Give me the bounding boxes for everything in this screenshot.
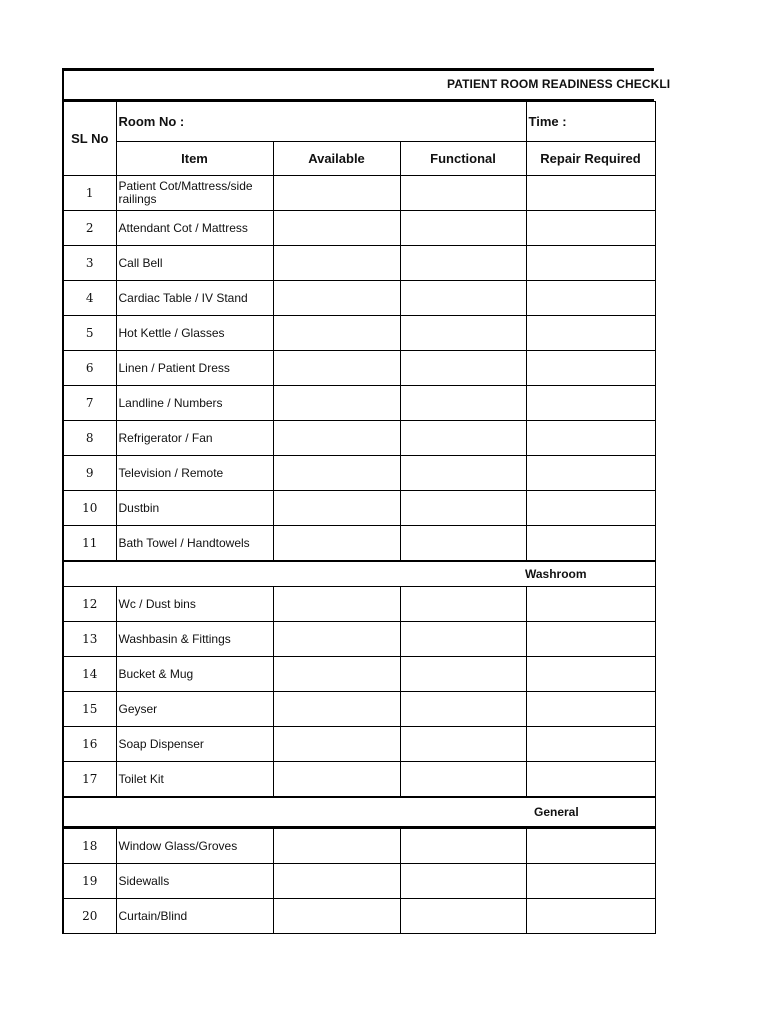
repair-required-cell[interactable] — [526, 281, 655, 316]
available-cell[interactable] — [273, 211, 400, 246]
table-row — [63, 727, 655, 762]
sl-no-header: SL No — [63, 102, 116, 176]
functional-cell[interactable] — [400, 316, 526, 351]
table-row — [63, 386, 655, 421]
row-number: 1 — [63, 176, 116, 211]
repair-required-cell[interactable] — [526, 727, 655, 762]
item-name: Window Glass/Groves — [116, 828, 273, 864]
available-cell[interactable] — [273, 526, 400, 562]
row-number: 13 — [63, 622, 116, 657]
section-label-general: General — [534, 805, 579, 819]
item-name: Geyser — [116, 692, 273, 727]
row-number: 15 — [63, 692, 116, 727]
functional-cell[interactable] — [400, 657, 526, 692]
item-name: Refrigerator / Fan — [116, 421, 273, 456]
section-label-washroom: Washroom — [525, 567, 587, 581]
functional-cell[interactable] — [400, 421, 526, 456]
functional-cell[interactable] — [400, 622, 526, 657]
functional-cell[interactable] — [400, 176, 526, 211]
section-row-general — [63, 797, 655, 828]
row-number: 10 — [63, 491, 116, 526]
available-cell[interactable] — [273, 587, 400, 622]
functional-cell[interactable] — [400, 246, 526, 281]
available-cell[interactable] — [273, 456, 400, 491]
repair-required-cell[interactable] — [526, 386, 655, 421]
repair-required-cell[interactable] — [526, 692, 655, 727]
functional-cell[interactable] — [400, 828, 526, 864]
page-title: PATIENT ROOM READINESS CHECKLI — [447, 77, 671, 91]
table-row — [63, 526, 655, 562]
repair-required-cell[interactable] — [526, 828, 655, 864]
item-name: Landline / Numbers — [116, 386, 273, 421]
repair-required-cell[interactable] — [526, 176, 655, 211]
functional-cell[interactable] — [400, 762, 526, 798]
row-number: 5 — [63, 316, 116, 351]
available-cell[interactable] — [273, 421, 400, 456]
row-number: 4 — [63, 281, 116, 316]
repair-required-cell[interactable] — [526, 657, 655, 692]
row-number: 2 — [63, 211, 116, 246]
repair-required-cell[interactable] — [526, 587, 655, 622]
item-name: Toilet Kit — [116, 762, 273, 798]
functional-cell[interactable] — [400, 211, 526, 246]
repair-required-cell[interactable] — [526, 316, 655, 351]
table-row — [63, 281, 655, 316]
available-cell[interactable] — [273, 281, 400, 316]
repair-required-cell[interactable] — [526, 526, 655, 562]
row-number: 17 — [63, 762, 116, 798]
time-field[interactable]: Time : — [526, 102, 655, 142]
item-name: Cardiac Table / IV Stand — [116, 281, 273, 316]
row-number: 7 — [63, 386, 116, 421]
row-number: 19 — [63, 864, 116, 899]
table-row — [63, 211, 655, 246]
section-cell — [63, 561, 655, 587]
functional-cell[interactable] — [400, 386, 526, 421]
item-name: Bath Towel / Handtowels — [116, 526, 273, 562]
repair-required-cell[interactable] — [526, 762, 655, 798]
row-number: 12 — [63, 587, 116, 622]
repair-required-cell[interactable] — [526, 211, 655, 246]
repair-required-cell[interactable] — [526, 864, 655, 899]
functional-cell[interactable] — [400, 456, 526, 491]
section-cell — [63, 797, 655, 828]
column-header-row — [63, 142, 655, 176]
functional-cell[interactable] — [400, 899, 526, 934]
row-number: 9 — [63, 456, 116, 491]
table-row — [63, 246, 655, 281]
item-name: Dustbin — [116, 491, 273, 526]
row-number: 8 — [63, 421, 116, 456]
table-row — [63, 899, 655, 934]
repair-required-cell[interactable] — [526, 246, 655, 281]
available-cell[interactable] — [273, 386, 400, 421]
item-name: Curtain/Blind — [116, 899, 273, 934]
table-row — [63, 456, 655, 491]
available-cell[interactable] — [273, 622, 400, 657]
available-cell[interactable] — [273, 176, 400, 211]
available-cell[interactable] — [273, 864, 400, 899]
item-name: Patient Cot/Mattress/side railings — [116, 176, 273, 211]
table-row — [63, 491, 655, 526]
table-row — [63, 762, 655, 798]
row-number: 20 — [63, 899, 116, 934]
row-number: 18 — [63, 828, 116, 864]
functional-column-header: Functional — [400, 142, 526, 176]
available-cell[interactable] — [273, 491, 400, 526]
checklist-sheet — [62, 68, 671, 934]
functional-cell[interactable] — [400, 351, 526, 386]
row-number: 11 — [63, 526, 116, 562]
item-name: Hot Kettle / Glasses — [116, 316, 273, 351]
repair-required-cell[interactable] — [526, 456, 655, 491]
available-column-header: Available — [273, 142, 400, 176]
repair-required-cell[interactable] — [526, 421, 655, 456]
item-name: Bucket & Mug — [116, 657, 273, 692]
item-name: Sidewalls — [116, 864, 273, 899]
functional-cell[interactable] — [400, 281, 526, 316]
repair-required-cell[interactable] — [526, 351, 655, 386]
table-row — [63, 828, 655, 864]
functional-cell[interactable] — [400, 491, 526, 526]
table-row — [63, 657, 655, 692]
available-cell[interactable] — [273, 899, 400, 934]
row-number: 14 — [63, 657, 116, 692]
available-cell[interactable] — [273, 692, 400, 727]
item-name: Wc / Dust bins — [116, 587, 273, 622]
item-name: Washbasin & Fittings — [116, 622, 273, 657]
table-row — [63, 692, 655, 727]
functional-cell[interactable] — [400, 526, 526, 562]
table-row — [63, 176, 655, 211]
repair-required-cell[interactable] — [526, 491, 655, 526]
room-time-row — [63, 102, 655, 142]
table-row — [63, 351, 655, 386]
item-name: Television / Remote — [116, 456, 273, 491]
available-cell[interactable] — [273, 657, 400, 692]
title-row — [62, 68, 671, 101]
available-cell[interactable] — [273, 316, 400, 351]
table-row — [63, 316, 655, 351]
available-cell[interactable] — [273, 727, 400, 762]
item-name: Attendant Cot / Mattress — [116, 211, 273, 246]
available-cell[interactable] — [273, 828, 400, 864]
functional-cell[interactable] — [400, 727, 526, 762]
item-name: Soap Dispenser — [116, 727, 273, 762]
section-row-washroom — [63, 561, 655, 587]
repair-required-cell[interactable] — [526, 622, 655, 657]
repair-required-column-header: Repair Required — [526, 142, 655, 176]
row-number: 6 — [63, 351, 116, 386]
available-cell[interactable] — [273, 762, 400, 798]
functional-cell[interactable] — [400, 864, 526, 899]
available-cell[interactable] — [273, 351, 400, 386]
table-row — [63, 421, 655, 456]
row-number: 3 — [63, 246, 116, 281]
room-no-field[interactable]: Room No : — [116, 102, 526, 142]
item-column-header: Item — [116, 142, 273, 176]
functional-cell[interactable] — [400, 692, 526, 727]
available-cell[interactable] — [273, 246, 400, 281]
checklist-table — [62, 101, 656, 934]
table-row — [63, 587, 655, 622]
table-row — [63, 622, 655, 657]
item-name: Linen / Patient Dress — [116, 351, 273, 386]
repair-required-cell[interactable] — [526, 899, 655, 934]
item-name: Call Bell — [116, 246, 273, 281]
row-number: 16 — [63, 727, 116, 762]
table-row — [63, 864, 655, 899]
functional-cell[interactable] — [400, 587, 526, 622]
